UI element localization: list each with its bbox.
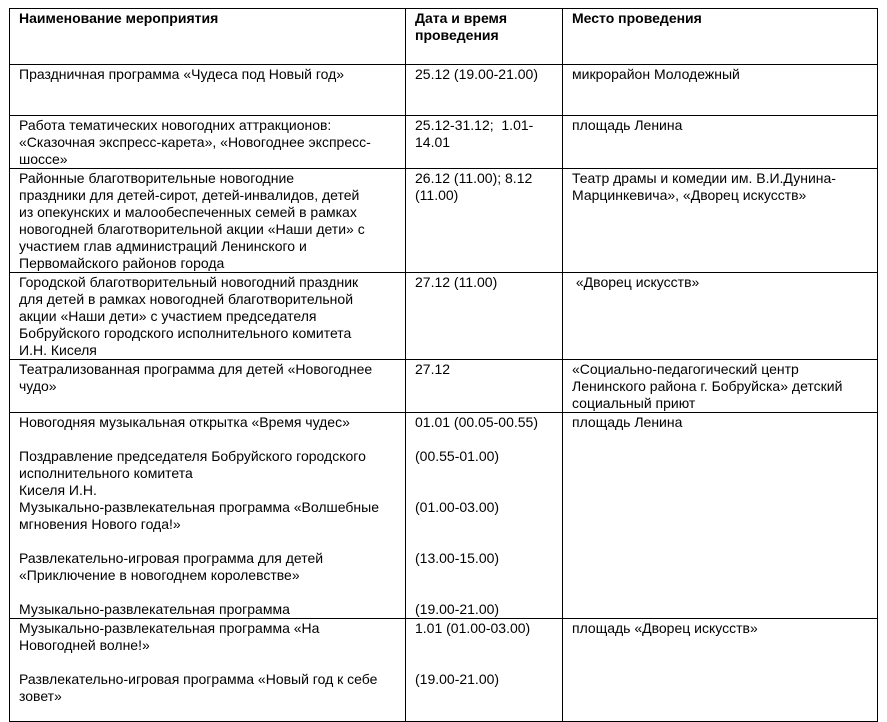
cell-text-line: Праздничная программа «Чудеса под Новый год» [19, 66, 345, 82]
event-name-cell [10, 169, 406, 273]
cell-text-line: Поздравление председателя Бобруйского городского [19, 448, 366, 464]
cell-text-line: мгновения Нового года!» [19, 516, 181, 532]
cell-text-line: исполнительного комитета [19, 465, 193, 481]
cell-text-line: 01.01 (00.05-00.55) [415, 414, 538, 430]
cell-text-line: Новогодней волне!» [19, 637, 150, 653]
cell-text-line: Музыкально-развлекательная программа «Волшебные [19, 499, 379, 515]
cell-text-line: 27.12 (11.00) [415, 274, 498, 290]
cell-text-line: социальный приют [572, 395, 696, 411]
cell-text-line: Развлекательно-игровая программа «Новый год к себе [19, 671, 378, 687]
events-table [9, 8, 878, 722]
cell-text-line: чудо» [19, 378, 57, 394]
cell-text-line: 14.01 [415, 134, 451, 150]
table-row [10, 413, 878, 619]
cell-text-line: «Дворец искусств» [572, 274, 700, 290]
cell-text-line: зовет» [19, 688, 62, 704]
header-venue: Место проведения [563, 9, 878, 65]
event-name-cell [10, 413, 406, 619]
venue-cell [563, 619, 878, 722]
table-row [10, 65, 878, 116]
table-row [10, 116, 878, 169]
cell-text-line: для детей в рамках новогодней благотворительной [19, 291, 354, 307]
event-name-cell [10, 273, 406, 360]
cell-text-line: (19.00-21.00) [415, 671, 500, 687]
event-name-cell [10, 619, 406, 722]
cell-text-line: 1.01 (01.00-03.00) [415, 620, 531, 636]
cell-text-line [415, 637, 554, 654]
cell-text-line [415, 465, 554, 482]
header-row [10, 9, 878, 65]
cell-text-line: Городской благотворительный новогодний праздник [19, 274, 359, 290]
table-row [10, 360, 878, 413]
cell-text-line: (01.00-03.00) [415, 499, 500, 515]
cell-text-line: Театр драмы и комедии им. В.И.Дунина- [572, 170, 836, 186]
cell-text-line: Новогодняя музыкальная открытка «Время чудес» [19, 414, 350, 430]
cell-text-line: 27.12 [415, 361, 451, 377]
cell-text-line: акции «Наши дети» с участием председателя [19, 308, 317, 324]
cell-text-line: (19.00-21.00) [415, 601, 500, 617]
cell-text-line [415, 533, 554, 550]
cell-text-line: участием глав администраций Ленинского и [19, 238, 307, 254]
cell-text-line: Бобруйского городского исполнительного комитета [19, 325, 352, 341]
cell-text-line [19, 431, 397, 448]
cell-text-line: Театрализованная программа для детей «Новогоднее [19, 361, 373, 377]
date-time-cell [406, 65, 563, 116]
venue-cell [563, 360, 878, 413]
cell-text-line: из опекунских и малообеспеченных семей в рамках [19, 204, 357, 220]
cell-text-line: (00.55-01.00) [415, 448, 500, 464]
cell-text-line: «Сказочная экспресс-карета», «Новогоднее экспресс- [19, 134, 371, 150]
venue-cell [563, 273, 878, 360]
cell-text-line [415, 516, 554, 533]
event-name-cell [10, 65, 406, 116]
cell-text-line [415, 567, 554, 584]
cell-text-line [415, 431, 554, 448]
venue-cell [563, 65, 878, 116]
cell-text-line [19, 533, 397, 550]
cell-text-line: Первомайского районов города [19, 255, 225, 271]
cell-text-line: 26.12 (11.00); 8.12 [415, 170, 533, 186]
date-time-cell [406, 116, 563, 169]
header-event-name: Наименование мероприятия [10, 9, 406, 65]
cell-text-line: Музыкально-развлекательная программа «На [19, 620, 320, 636]
cell-text-line: «Приключение в новогоднем королевстве» [19, 567, 300, 583]
cell-text-line: площадь «Дворец искусств» [572, 620, 758, 636]
cell-text-line [19, 654, 397, 671]
cell-text-line [19, 584, 397, 601]
header-date-time: Дата и время проведения [406, 9, 563, 65]
date-time-cell [406, 413, 563, 619]
cell-text-line: Развлекательно-игровая программа для детей [19, 550, 324, 566]
cell-text-line: площадь Ленина [572, 414, 683, 430]
date-time-cell [406, 360, 563, 413]
cell-text-line: «Социально-педагогический центр [572, 361, 799, 377]
cell-text-line: Ленинского района г. Бобруйска» детский [572, 378, 843, 394]
event-name-cell [10, 116, 406, 169]
cell-text-line: праздники для детей-сирот, детей-инвалидов, детей [19, 187, 360, 203]
cell-text-line [415, 654, 554, 671]
venue-cell [563, 169, 878, 273]
table-row [10, 273, 878, 360]
date-time-cell [406, 619, 563, 722]
venue-cell [563, 413, 878, 619]
cell-text-line: шоссе» [19, 151, 68, 167]
cell-text-line: Работа тематических новогодних аттракционов: [19, 117, 332, 133]
date-time-cell [406, 169, 563, 273]
cell-text-line: Киселя И.Н. [19, 482, 97, 498]
cell-text-line: 25.12 (19.00-21.00) [415, 66, 538, 82]
table-row [10, 169, 878, 273]
cell-text-line: Марцинкевича», «Дворец искусств» [572, 187, 807, 203]
cell-text-line: Районные благотворительные новогодние [19, 170, 295, 186]
cell-text-line: Музыкально-развлекательная программа [19, 601, 290, 617]
cell-text-line: (11.00) [415, 187, 459, 203]
cell-text-line: микрорайон Молодежный [572, 66, 740, 82]
cell-text-line: площадь Ленина [572, 117, 683, 133]
venue-cell [563, 116, 878, 169]
event-name-cell [10, 360, 406, 413]
table-row [10, 619, 878, 722]
cell-text-line: (13.00-15.00) [415, 550, 500, 566]
cell-text-line [415, 584, 554, 601]
cell-text-line: И.Н. Киселя [19, 342, 97, 358]
cell-text-line: новогодней благотворительной акции «Наши дети» с [19, 221, 365, 237]
cell-text-line: 25.12-31.12; 1.01- [415, 117, 534, 133]
cell-text-line [415, 482, 554, 499]
date-time-cell [406, 273, 563, 360]
